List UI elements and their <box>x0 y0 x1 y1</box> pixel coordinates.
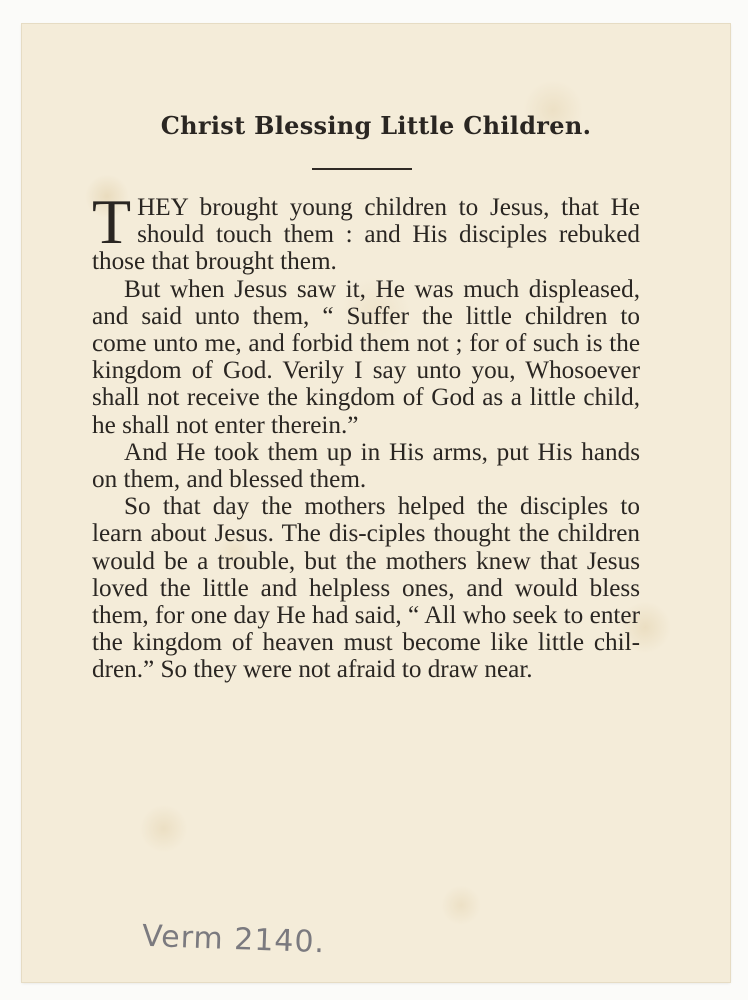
paragraph-3: And He took them up in His arms, put His hands on them, and blessed them. <box>92 438 640 494</box>
paragraph-1-text: HEY brought young children to Jesus, that He should touch them : and His disciples rebuked those that brought them. <box>92 194 640 276</box>
drop-cap: T <box>92 186 132 257</box>
handwritten-catalogue-note: Verm 2140. <box>141 918 326 961</box>
scripture-text <box>92 186 640 684</box>
paragraph-4: So that day the mothers helped the disciples to learn about Jesus. The dis-ciples thought the children would be a trouble, but the mothers knew that Jesus loved the little and helpless ones, and would bless them, for one day He had said, “ All who seek to enter the kingdom of heaven must become like little chil-dren.” So they were not afraid to draw near. <box>92 493 640 684</box>
card-title: Christ Blessing Little Children. <box>160 111 592 140</box>
paragraph-1 <box>92 186 640 276</box>
paragraph-2: But when Jesus saw it, He was much displeased, and said unto them, “ Suffer the little children to come unto me, and forbid them not ; for of such is the kingdom of God. Verily I say unto you, Whosoever shall not receive the kingdom of God as a little child, he shall not enter therein.” <box>92 275 640 439</box>
title-divider <box>312 168 412 170</box>
card <box>22 24 730 982</box>
